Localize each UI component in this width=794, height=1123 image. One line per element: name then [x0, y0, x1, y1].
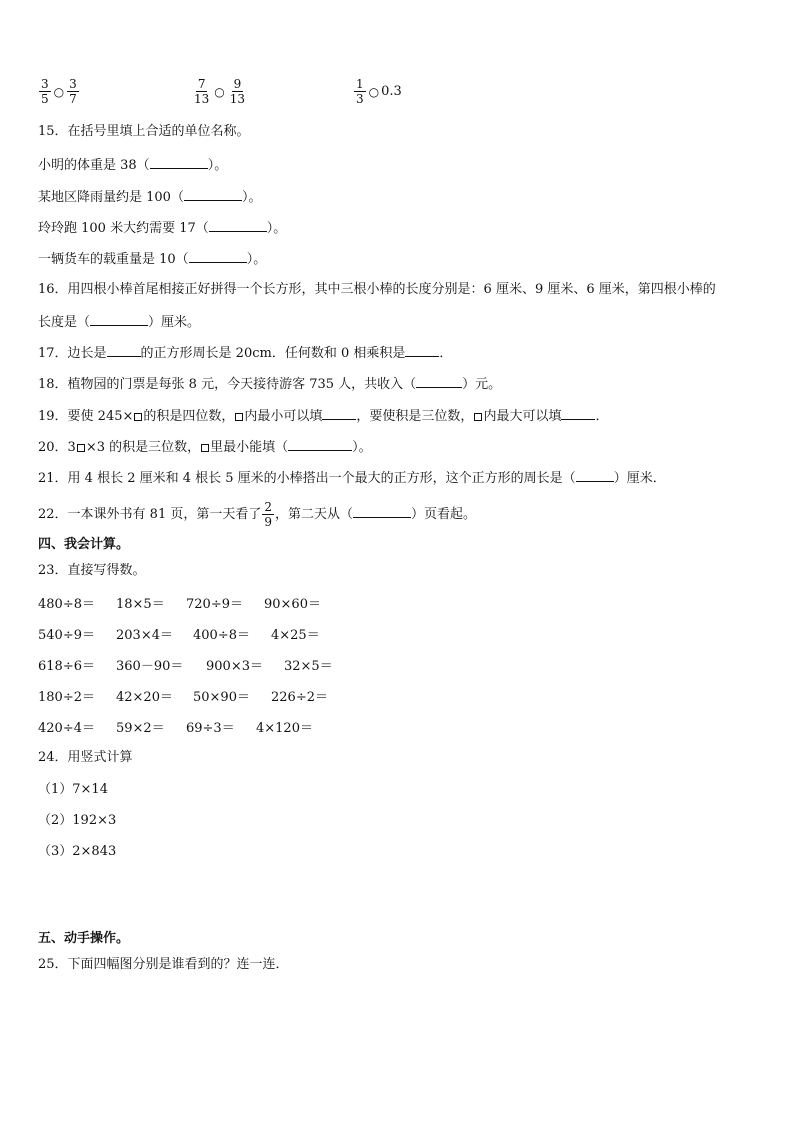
calc-item: 90×60＝	[264, 597, 321, 612]
question-21: 21．用 4 根长 2 厘米和 4 根长 5 厘米的小棒搭出一个最大的正方形，这个正方形的周长是（ ）厘米．	[38, 468, 666, 488]
answer-blank[interactable]	[189, 249, 247, 263]
calc-item: 42×20＝	[116, 690, 173, 705]
question-20: 20．3 ×3 的积是三位数， 里最小能填（ ）。	[38, 437, 372, 457]
fraction: $\frac{3}{7}$	[69, 77, 77, 106]
answer-blank[interactable]	[150, 155, 208, 169]
fraction: $\frac{9}{13}$	[229, 77, 246, 106]
calc-item: 360－90＝	[116, 659, 184, 674]
calc-item: 618÷6＝	[38, 659, 95, 674]
answer-blank[interactable]	[288, 437, 352, 451]
question-18: 18．植物园的门票是每张 8 元，今天接待游客 735 人，共收入（ ）元。	[38, 374, 501, 394]
question-16-line-1: 16．用四根小棒首尾相接正好拼得一个长方形，其中三根小棒的长度分别是：6 厘米、9 厘米、6 厘米，第四根小棒的	[38, 282, 716, 297]
question-16-line-2: 长度是（ ）厘米。	[38, 312, 200, 332]
fraction: $\frac{7}{13}$	[194, 77, 210, 106]
calc-item: 69÷3＝	[186, 721, 235, 736]
answer-blank[interactable]	[576, 468, 614, 482]
square-placeholder-icon	[235, 413, 243, 421]
answer-blank[interactable]	[322, 406, 356, 420]
question-24-title: 24．用竖式计算	[38, 750, 133, 765]
question-15-item-2: 某地区降雨量约是 100（ ）。	[38, 187, 261, 207]
comparison-1	[38, 77, 80, 106]
calc-item: 480÷8＝	[38, 597, 95, 612]
comparison-3	[353, 77, 402, 106]
calc-item: 203×4＝	[116, 628, 173, 643]
calc-item: 400÷8＝	[193, 628, 250, 643]
calc-item: 50×90＝	[193, 690, 250, 705]
section-4-heading: 四、我会计算。	[38, 537, 130, 552]
question-15-item-3: 玲玲跑 100 米大约需要 17（ ）。	[38, 218, 286, 238]
calc-item: 32×5＝	[284, 659, 333, 674]
question-15-item-1: 小明的体重是 38（ ）。	[38, 155, 227, 175]
calc-item: 4×120＝	[256, 721, 313, 736]
fraction: $\frac{3}{5}$	[41, 77, 49, 106]
question-15-item-4: 一辆货车的载重量是 10（ ）。	[38, 249, 266, 269]
answer-blank[interactable]	[405, 343, 439, 357]
fraction: $\frac{2}{9}$	[264, 500, 272, 529]
answer-blank[interactable]	[416, 374, 462, 388]
answer-blank[interactable]	[107, 343, 141, 357]
question-17: 17．边长是 的正方形周长是 20cm．任何数和 0 相乘积是 ．	[38, 343, 452, 363]
square-placeholder-icon	[77, 444, 85, 452]
section-5-heading: 五、动手操作。	[38, 931, 130, 946]
question-22: 22．一本课外书有 81 页，第一天看了 $\frac{2}{9}$ ，第二天从（ ）页看起。	[38, 500, 477, 529]
comparison-circle[interactable]: ○	[214, 84, 225, 99]
calc-item: 540÷9＝	[38, 628, 95, 643]
comparison-2	[191, 77, 248, 106]
calc-item: 4×25＝	[271, 628, 320, 643]
question-24-item-3: （3）2×843	[38, 844, 117, 859]
question-19: 19．要使 245× 的积是四位数， 内最小可以填 ，要使积是三位数， 内最大可以填 ．	[38, 406, 608, 426]
question-23-title: 23．直接写得数。	[38, 563, 146, 578]
question-25: 25．下面四幅图分别是谁看到的？连一连．	[38, 957, 289, 972]
answer-blank[interactable]	[353, 504, 411, 518]
calc-item: 900×3＝	[206, 659, 263, 674]
answer-blank[interactable]	[209, 218, 267, 232]
comparison-circle[interactable]: ○	[53, 84, 65, 99]
fraction: $\frac{1}{3}$	[356, 77, 364, 106]
question-15-title: 15．在括号里填上合适的单位名称。	[38, 124, 250, 139]
calc-item: 226÷2＝	[271, 690, 328, 705]
comparison-circle[interactable]: ○	[368, 84, 380, 99]
question-24-item-1: （1）7×14	[38, 782, 108, 797]
answer-blank[interactable]	[561, 406, 595, 420]
calc-item: 720÷9＝	[186, 597, 243, 612]
question-24-item-2: （2）192×3	[38, 813, 117, 828]
calc-item: 18×5＝	[116, 597, 165, 612]
decimal-value: 0.3	[381, 84, 402, 99]
calc-item: 59×2＝	[116, 721, 165, 736]
calc-item: 420÷4＝	[38, 721, 95, 736]
square-placeholder-icon	[201, 444, 209, 452]
answer-blank[interactable]	[90, 312, 148, 326]
square-placeholder-icon	[134, 413, 142, 421]
answer-blank[interactable]	[184, 187, 242, 201]
calc-item: 180÷2＝	[38, 690, 95, 705]
square-placeholder-icon	[474, 413, 482, 421]
